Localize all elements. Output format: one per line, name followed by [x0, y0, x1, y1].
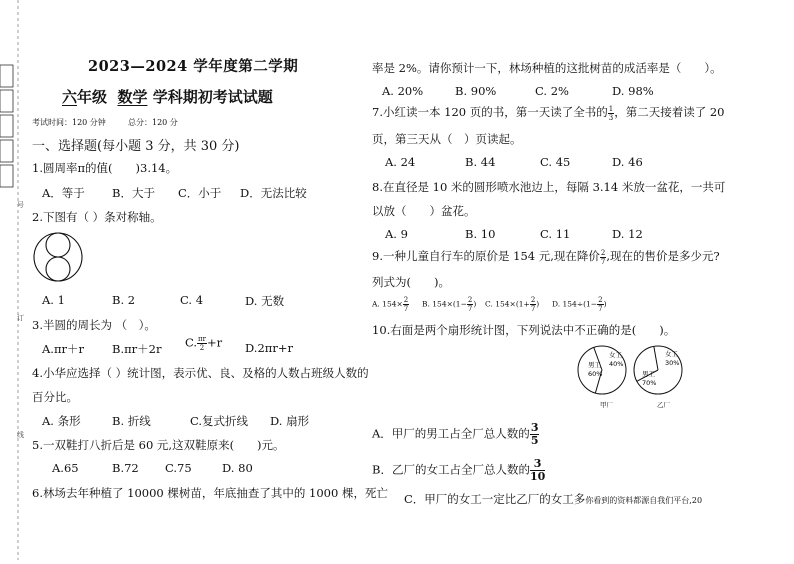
q7-option-a: A. 24: [385, 155, 416, 169]
pie-jia-value-female: 40%: [609, 360, 624, 368]
q7-option-d: D. 46: [612, 155, 643, 169]
q1-option-b: B．大于: [112, 186, 155, 200]
pie-yi-title: 乙厂: [657, 401, 670, 409]
q3-option-c-fraction: $\frac{\pi r}{2}$: [198, 335, 206, 352]
exam-title: 2023—2024 学年度第二学期: [88, 58, 299, 75]
q5-option-c: C.75: [165, 461, 192, 475]
q3-option-a: A.πr＋r: [42, 342, 85, 356]
subject-value: 数学: [117, 88, 148, 106]
binding-margin: [0, 0, 22, 560]
question-4-line-2: 百分比。: [32, 390, 78, 404]
q5-option-b: B.72: [112, 461, 139, 475]
q10-option-c: C．甲厂的女工一定比乙厂的女工多你看到的资料都源自我们平台,20: [404, 492, 703, 506]
question-9-line-2: 列式为( )。: [372, 275, 450, 289]
exam-subtitle: [62, 86, 273, 107]
question-6-line-2: 率是 2%。请你预计一下，林场种植的这批树苗的成活率是（ ）。: [372, 61, 722, 75]
question-1: 1.圆周率π的值( )3.14。: [32, 161, 178, 175]
total-score: 总分：120 分: [128, 118, 178, 127]
section-heading: 一、选择题(每小题 3 分，共 30 分): [32, 139, 240, 154]
q4-option-d: D. 扇形: [270, 414, 310, 428]
q3-option-c: C. $\frac{\pi r}{2}$ +r: [185, 335, 223, 352]
q9-fraction: $\frac{2}{7}$: [600, 248, 606, 266]
q7-option-c: C. 45: [540, 155, 571, 169]
question-8-line-1: 8.在直径是 10 米的圆形喷水池边上，每隔 3.14 米放一盆花，一共可: [372, 180, 726, 194]
question-7-line-2: 页，第三天从（ ）页读起。: [372, 132, 522, 146]
q2-option-a: A. 1: [42, 293, 65, 307]
pie-slice-男工: [654, 346, 658, 370]
pie-jia-label-male: 男工: [588, 361, 601, 369]
q1-option-c: C．小于: [178, 186, 222, 200]
pie-yi-label-male: 男工: [642, 370, 655, 378]
q6-option-d: D. 98%: [612, 84, 654, 98]
question-9-line-1: 9.一种儿童自行车的原价是 154 元,现在降价 $\frac{2}{7}$ ,现在的售价是多少元?: [372, 248, 720, 266]
grade-label: 年级: [77, 88, 108, 106]
question-10: 10.右面是两个扇形统计图，下列说法中不正确的是( )。: [372, 323, 676, 337]
q6-option-a: A. 20%: [382, 84, 424, 98]
binding-lines: [0, 0, 22, 560]
q2-option-c: C. 4: [180, 293, 204, 307]
q3-option-d: D.2πr+r: [245, 341, 293, 355]
question-7-line-1: 7.小红读一本 120 页的书，第一天读了全书的 $\frac{1}{3}$ ，第二天接着读了 20: [372, 104, 725, 122]
q8-option-b: B. 10: [465, 227, 496, 241]
pie-yi-value-female: 30%: [665, 359, 680, 367]
q9-option-b: B. 154×(1− $\frac{2}{7}$ ): [422, 296, 477, 313]
question-2: 2.下图有（ ）条对称轴。: [32, 210, 162, 224]
q1-option-d: D．无法比较: [240, 186, 307, 200]
q7-option-b: B. 44: [465, 155, 496, 169]
question-4-line-1: 4.小华应选择（ ）统计图，表示优、良、及格的人数占班级人数的: [32, 366, 369, 380]
q4-option-b: B. 折线: [112, 414, 151, 428]
watermark-text: 你看到的资料都源自我们平台,20: [585, 496, 703, 505]
q2-option-d: D. 无数: [245, 294, 285, 308]
q8-option-a: A. 9: [385, 227, 408, 241]
question-5: 5.一双鞋打八折后是 60 元,这双鞋原来( )元。: [32, 438, 285, 452]
symmetry-figure: [32, 230, 84, 284]
q4-option-c: C.复式折线: [190, 414, 249, 428]
q10-pie-charts: [572, 340, 702, 412]
binding-label-1: 号: [17, 201, 24, 209]
exam-time: 考试时间：120 分钟: [32, 118, 106, 127]
q1-option-a: A．等于: [42, 186, 85, 200]
q10-option-b: B．乙厂的女工占全厂总人数的 $\frac{3}{10}$: [372, 457, 546, 483]
q5-option-d: D. 80: [222, 461, 253, 475]
question-3: 3.半圆的周长为 （ ）。: [32, 318, 156, 332]
question-6-line-1: 6.林场去年种植了 10000 棵树苗，年底抽查了其中的 1000 棵，死亡: [32, 486, 388, 500]
q9-option-c: C. 154×(1+ $\frac{2}{7}$ ): [485, 296, 540, 313]
q9-option-a: A. 154× $\frac{2}{7}$: [372, 296, 409, 313]
q8-option-c: C. 11: [540, 227, 571, 241]
q7-fraction: $\frac{1}{3}$: [608, 104, 614, 122]
grade-value: 六: [62, 88, 78, 106]
binding-label-2: 订: [17, 314, 24, 322]
q6-option-b: B. 90%: [455, 84, 497, 98]
subject-label: 学科期初考试试题: [152, 88, 273, 106]
q3-option-b: B.πr＋2r: [112, 342, 162, 356]
q5-option-a: A.65: [52, 461, 79, 475]
binding-label-3: 线: [17, 431, 24, 439]
q4-option-a: A. 条形: [42, 414, 81, 428]
q9-option-d: D. 154÷(1− $\frac{2}{7}$ ): [552, 296, 607, 313]
pie-jia-value-male: 60%: [588, 370, 603, 378]
q2-option-b: B. 2: [112, 293, 136, 307]
pie-yi-label-female: 女工: [665, 350, 678, 358]
q8-option-d: D. 12: [612, 227, 643, 241]
q6-option-c: C. 2%: [535, 84, 569, 98]
pie-yi-value-male: 70%: [642, 379, 657, 387]
question-8-line-2: 以放（ ）盆花。: [372, 204, 476, 218]
pie-jia-title: 甲厂: [600, 401, 613, 409]
q10-option-a: A．甲厂的男工占全厂总人数的 $\frac{3}{5}$: [372, 421, 539, 447]
pie-jia-label-female: 女工: [609, 351, 622, 359]
